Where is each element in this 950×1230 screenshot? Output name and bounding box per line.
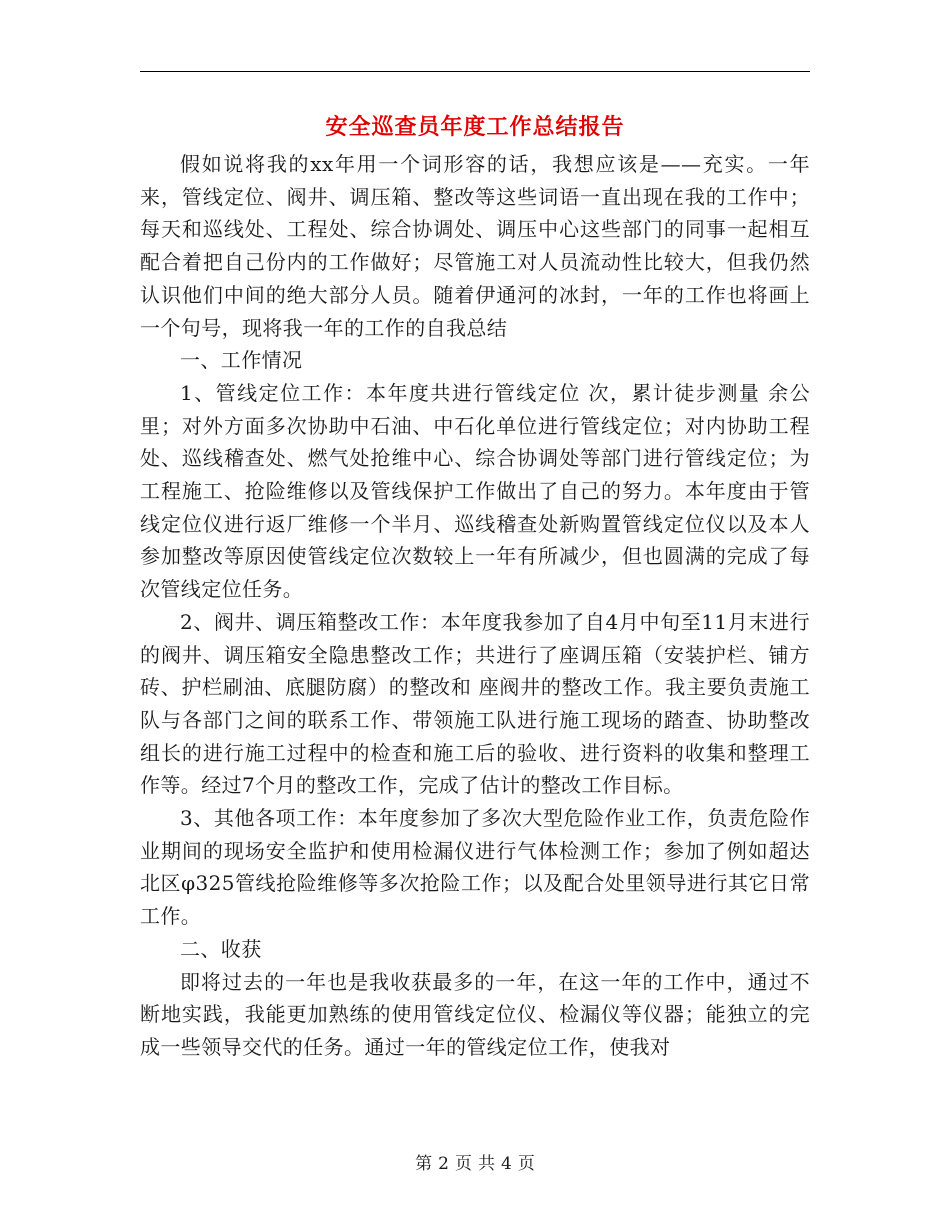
paragraph-gains: 即将过去的一年也是我收获最多的一年，在这一年的工作中，通过不断地实践，我能更加熟练的使用管线定位仪、检漏仪等仪器；能独立的完成一些领导交代的任务。通过一年的管线定位工作，使我对 (140, 969, 810, 1059)
footer-page-unit-2: 页 (517, 1154, 535, 1174)
footer-total-pages: 4 (501, 1154, 512, 1174)
paragraph-valve-rectification: 2、阀井、调压箱整改工作：本年度我参加了自4月中旬至11月末进行的阀井、调压箱安全隐患整改工作；共进行了座调压箱（安装护栏、铺方砖、护栏刷油、底腿防腐）的整改和 座阀井的整改工作。我主要负责施工队与各部门之间的联系工作、带领施工队进行施工现场的踏查、协助整改组长的进行施工过程中的检查和施工后的验收、进行资料的收集和整理工作等。经过7个月的整改工作，完成了估计的整改工作目标。 (140, 609, 810, 798)
document-title: 安全巡查员年度工作总结报告 (325, 114, 625, 140)
section-heading-gains: 二、收获 (180, 936, 262, 961)
header-rule (140, 71, 810, 72)
section-heading-work: 一、工作情况 (180, 348, 303, 373)
paragraph-intro: 假如说将我的xx年用一个词形容的话，我想应该是——充实。一年来，管线定位、阀井、调压箱、整改等这些词语一直出现在我的工作中；每天和巡线处、工程处、综合协调处、调压中心这些部门的同事一起相互配合着把自己份内的工作做好；尽管施工对人员流动性比较大，但我仍然认识他们中间的绝大部分人员。随着伊通河的冰封，一年的工作也将画上一个句号，现将我一年的工作的自我总结 (140, 152, 810, 340)
footer-current-page: 2 (438, 1154, 449, 1174)
footer-page-unit: 页 (455, 1154, 472, 1174)
page-footer (0, 1152, 950, 1176)
document-body (140, 148, 810, 1064)
footer-total-label: 共 (478, 1154, 495, 1174)
footer-page-label: 第 (415, 1154, 433, 1174)
paragraph-pipeline-locating: 1、管线定位工作：本年度共进行管线定位 次，累计徒步测量 余公里；对外方面多次协助中石油、中石化单位进行管线定位；对内协助工程处、巡线稽查处、燃气处抢维中心、综合协调处等部门进行管线定位；为工程施工、抢险维修以及管线保护工作做出了自己的努力。本年度由于管线定位仪进行返厂维修一个半月、巡线稽查处新购置管线定位仪以及本人参加整改等原因使管线定位次数较上一年有所减少，但也圆满的完成了每次管线定位任务。 (140, 380, 810, 602)
paragraph-other-work: 3、其他各项工作：本年度参加了多次大型危险作业工作，负责危险作业期间的现场安全监护和使用检漏仪进行气体检测工作；参加了例如超达北区φ325管线抢险维修等多次抢险工作；以及配合处里领导进行其它日常工作。 (140, 806, 810, 929)
